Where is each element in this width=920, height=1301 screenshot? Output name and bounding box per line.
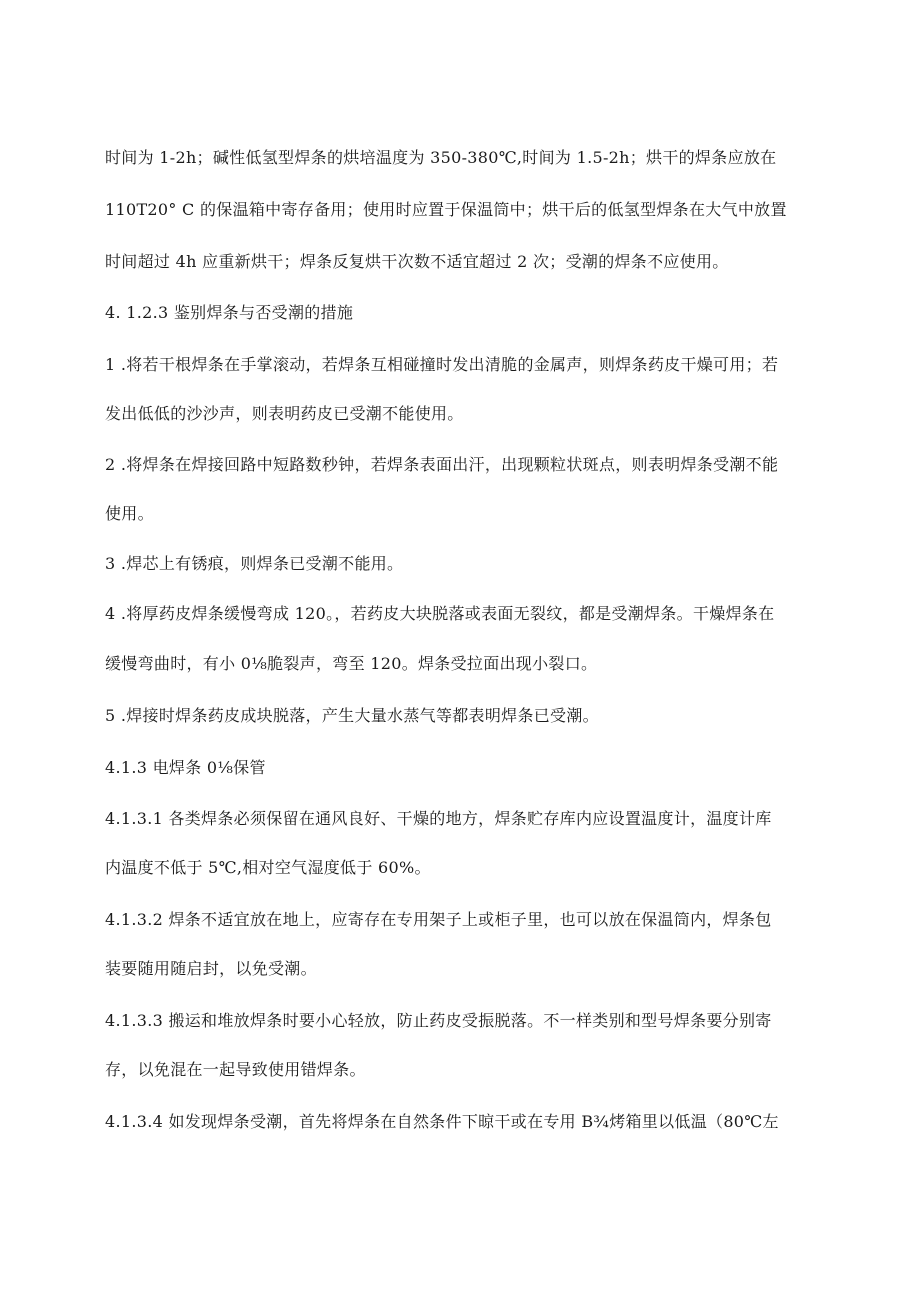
text-line: 4.1.3.4 如发现焊条受潮，首先将焊条在自然条件下晾干或在专用 B¾烤箱里以低温（80℃左: [105, 1112, 779, 1131]
text-line: 3 .焊芯上有锈痕，则焊条已受潮不能用。: [105, 554, 404, 573]
text-line: 5 .焊接时焊条药皮成块脱落，产生大量水蒸气等都表明焊条已受潮。: [105, 706, 599, 725]
text-line: 缓慢弯曲时，有小 0⅛脆裂声，弯至 120。焊条受拉面出现小裂口。: [105, 654, 598, 673]
text-line: 110T20° C 的保温箱中寄存备用；使用时应置于保温筒中；烘干后的低氢型焊条在大气中放置: [105, 200, 787, 219]
section-heading: 4.1.3 电焊条 0⅛保管: [105, 758, 266, 777]
text-line: 2 .将焊条在焊接回路中短路数秒钟，若焊条表面出汗，出现颗粒状斑点，则表明焊条受潮不能: [105, 455, 779, 474]
text-line: 使用。: [105, 504, 154, 523]
text-line: 存，以免混在一起导致使用错焊条。: [105, 1060, 366, 1079]
text-line: 4.1.3.1 各类焊条必须保留在通风良好、干燥的地方，焊条贮存库内应设置温度计，温度计库: [105, 809, 772, 828]
text-line: 内温度不低于 5℃,相对空气湿度低于 60%。: [105, 858, 431, 877]
text-line: 4 .将厚药皮焊条缓慢弯成 120。，若药皮大块脱落或表面无裂纹，都是受潮焊条。干燥焊条在: [105, 604, 775, 623]
section-heading: 4. 1.2.3 鉴别焊条与否受潮的措施: [105, 303, 354, 322]
text-line: 4.1.3.3 搬运和堆放焊条时要小心轻放，防止药皮受振脱落。不一样类别和型号焊条要分别寄: [105, 1011, 772, 1030]
text-line: 装要随用随启封，以免受潮。: [105, 959, 317, 978]
text-line: 时间为 1-2h；碱性低氢型焊条的烘培温度为 350-380℃,时间为 1.5-2h；烘干的焊条应放在: [105, 148, 777, 167]
text-line: 4.1.3.2 焊条不适宜放在地上，应寄存在专用架子上或柜子里，也可以放在保温筒内，焊条包: [105, 910, 772, 929]
text-line: 时间超过 4h 应重新烘干；焊条反复烘干次数不适宜超过 2 次；受潮的焊条不应使用。: [105, 252, 729, 271]
text-line: 发出低低的沙沙声，则表明药皮已受潮不能使用。: [105, 404, 464, 423]
text-line: 1 .将若干根焊条在手掌滚动，若焊条互相碰撞时发出清脆的金属声，则焊条药皮干燥可用；若: [105, 355, 779, 374]
